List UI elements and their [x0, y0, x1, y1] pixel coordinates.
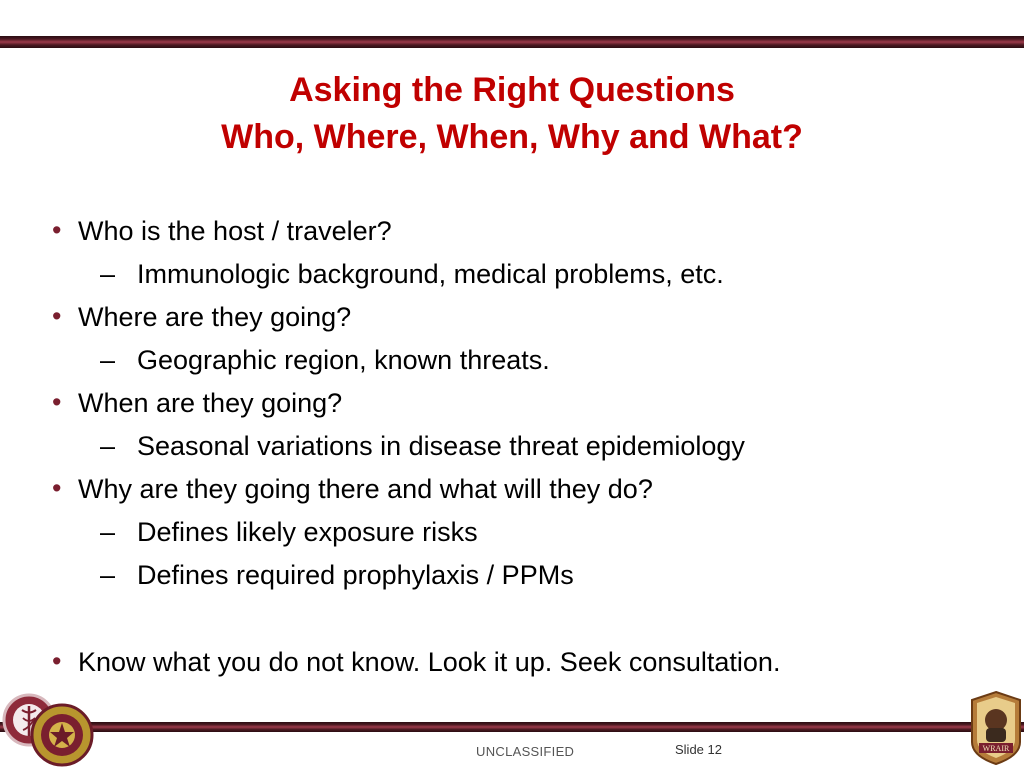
dash-icon: –: [100, 345, 116, 375]
classification-label: UNCLASSIFIED: [476, 744, 575, 759]
slide-number: Slide 12: [675, 742, 722, 757]
bullet-list: [52, 210, 992, 684]
sub-bullet-item: [52, 425, 992, 468]
slide-title: Asking the Right Questions: [289, 71, 735, 109]
slide-subtitle: Who, Where, When, Why and What?: [221, 118, 803, 156]
dash-icon: –: [100, 560, 116, 590]
bullet-text: Where are they going?: [78, 302, 352, 332]
sub-bullet-item: [52, 554, 992, 597]
sub-bullet-text: Immunologic background, medical problems, etc.: [137, 259, 724, 289]
medical-command-crest-icon: [30, 702, 94, 768]
bullet-icon: •: [52, 301, 62, 331]
sub-bullet-text: Defines required prophylaxis / PPMs: [137, 560, 574, 590]
bullet-text: When are they going?: [78, 388, 343, 418]
sub-bullet-item: [52, 511, 992, 554]
top-divider-bar: [0, 36, 1024, 48]
bottom-divider-bar: [0, 722, 1024, 732]
bullet-icon: •: [52, 473, 62, 503]
bullet-icon: •: [52, 215, 62, 245]
bullet-item: [52, 641, 992, 684]
sub-bullet-text: Seasonal variations in disease threat epidemiology: [137, 431, 745, 461]
bullet-icon: •: [52, 646, 62, 676]
sub-bullet-item: [52, 339, 992, 382]
sub-bullet-item: [52, 253, 992, 296]
wrair-label: WRAIR: [982, 744, 1010, 753]
bullet-item: [52, 210, 992, 253]
dash-icon: –: [100, 431, 116, 461]
bullet-icon: •: [52, 387, 62, 417]
dash-icon: –: [100, 517, 116, 547]
bullet-text: Why are they going there and what will they do?: [78, 474, 653, 504]
sub-bullet-text: Defines likely exposure risks: [137, 517, 478, 547]
wrair-seal-icon: [970, 690, 1022, 766]
dash-icon: –: [100, 259, 116, 289]
bullet-text: Who is the host / traveler?: [78, 216, 392, 246]
bullet-item: [52, 296, 992, 339]
sub-bullet-text: Geographic region, known threats.: [137, 345, 550, 375]
bullet-item: [52, 382, 992, 425]
bullet-text: Know what you do not know. Look it up. Seek consultation.: [78, 647, 781, 677]
bullet-item: [52, 468, 992, 511]
